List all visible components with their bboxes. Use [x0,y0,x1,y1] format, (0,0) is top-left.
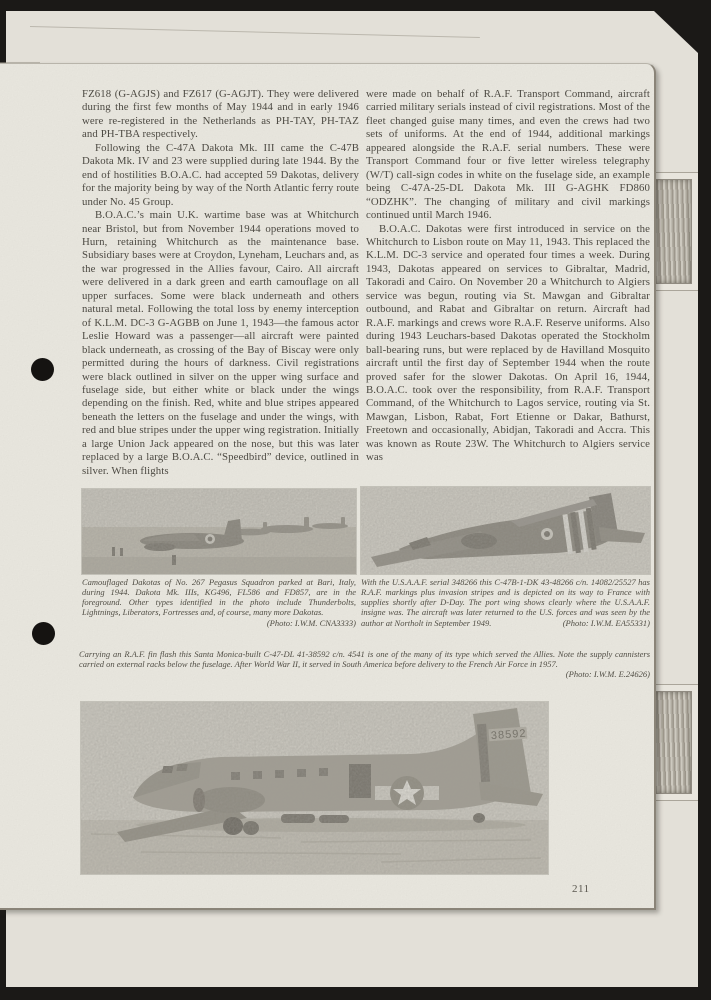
paragraph: B.O.A.C. Dakotas were first introduced in service on the Whitchurch to Lisbon route on May 11, 1943. This replaced the K.L.M. DC-3 service and operated four times a week. During 1943, Dakotas appeared on services to Gibraltar, Madrid, Takoradi and Cairo. On November 20 a Whitchurch to Algiers service was begun, routing via St. Mawgan and Gibraltar outbound, and Rabat and Gibraltar on return. Aircraft had R.A.F. markings and crews wore R.A.F. Reserve uniforms. Also during 1943 Leuchars-based Dakotas operated the Stockholm ball-bearing runs, but were replaced by de Havilland Mosquito aircraft until the first day of September 1944 when the route proved safer for the slower Dakotas. On April 16, 1944, B.O.A.C. took over the responsibility, from R.A.F. Transport Command, of the Whitchurch to Lagos service, routing via St. Mawgan, Lisbon, Rabat, Fort Etienne or Dakar, Bathurst, Freetown and occasionally, Abidjan, Takoradi and Accra. This was known as Route 23W. The Whitchurch to Algiers service was [366,222,650,464]
caption-bari-photo [82,577,356,628]
photo-c47-side-view [81,702,548,874]
caption-text: Carrying an R.A.F. fin flash this Santa Monica-built C-47-DL 41-38592 c/n. 4541 is one of the many of its type which served the Allies. Note the supply cannisters carried on external racks below the fuselage. After World War II, it served in South America before delivery to the French Air Force in 1957. [79,649,650,670]
hole-punch-bottom [32,622,55,645]
photo-invasion-stripes-dakota [361,487,650,574]
caption-santa-monica-photo [79,649,650,679]
binder-tab-top [649,172,698,291]
caption-text: Camouflaged Dakotas of No. 267 Pegasus Squadron parked at Bari, Italy, during 1944. Dakota Mk. IIIs, KG496, FL586 and FD857, are in the foreground. Other types identified in the photo include Thunderbolts, Lightnings, Liberators, Fortresses and, of course, many more Dakotas. [82,577,356,618]
text-column-left [82,88,359,478]
photo-credit: (Photo: I.W.M. CNA3333) [266,617,356,628]
photo-credit: (Photo: I.W.M. EA55331) [562,617,650,628]
binder-tab-texture [654,691,692,794]
paragraph: were made on behalf of R.A.F. Transport Command, aircraft carried military serials instead of civil registrations. Most of the fleet changed guise many times, and even the crews had two sets of uniforms. At the end of 1944, additional markings appeared alongside the R.A.F. serial numbers. These were Transport Command four or five letter wireless telegraphy (W/T) call-sign codes in white on the fuselage side, an example being C-47A-25-DL Dakota Mk. III G-AGHK FD860 “ODZHK”. The changing of military and civil markings continued until March 1946. [366,88,650,222]
caption-invasion-stripes-photo [361,577,650,628]
page-number: 211 [572,883,590,895]
paragraph: B.O.A.C.’s main U.K. wartime base was at Whitchurch near Bristol, but from November 1944 operations moved to Hurn, retaining Whitchurch as the maintenance base. Subsidiary bases were at Croydon, Lyneham, Leuchars and, as the war progressed in the Allies favour, Cairo. All aircraft were delivered in a dark green and earth camouflage on all upper surfaces. Some were black underneath and others natural metal. Following the total loss by enemy interception of K.L.M. DC-3 G-AGBB on June 1, 1943—the famous actor Leslie Howard was a passenger—all aircraft were painted black underneath, as crossing of the Bay of Biscay were only permitted during the hours of darkness. Civil registrations were black outlined in silver on the upper wing surface and fuselage side, but either white or black under the wings depending on the finish. Red, white and blue stripes appeared beneath the letters on the fuselage and under the wings, with red and blue stripes under the upper wing registration. Initially a large Union Jack appeared on the nose, but this was later replaced by a large B.O.A.C. “Speedbird” device, outlined in silver. When flights [82,209,359,477]
caption-text: With the U.S.A.A.F. serial 348266 this C-47B-1-DK 43-48266 c/n. 14082/25527 has R.A.F. markings plus invasion stripes and is depicted on its way to France with supplies shortly after D-Day. The port wing shows clearly where the U.S.A.A.F. insigne was. The aircraft was later returned to the U.S. forces and was seen by the author at Northolt in September 1949. [361,577,650,628]
binder-tab-texture [654,179,692,284]
photo-credit: (Photo: I.W.M. E.24626) [565,669,650,680]
page [0,63,656,910]
text-column-right [366,88,650,465]
hole-punch-top [31,358,54,381]
paragraph: Following the C-47A Dakota Mk. III came the C-47B Dakota Mk. IV and 23 were supplied during late 1944. By the end of hostilities B.O.A.C. had accepted 59 Dakotas, delivery for the majority being by way of the North Atlantic ferry route under No. 45 Group. [82,141,359,208]
paragraph: FZ618 (G-AGJS) and FZ617 (G-AGJT). They were delivered during the first few months of May 1944 and in early 1946 were re-registered in the Netherlands as PH-TAY, PH-TAZ and PH-TBA respectively. [82,88,359,141]
binder-tab-bottom [649,684,698,801]
photo-bari-airfield [82,489,356,574]
